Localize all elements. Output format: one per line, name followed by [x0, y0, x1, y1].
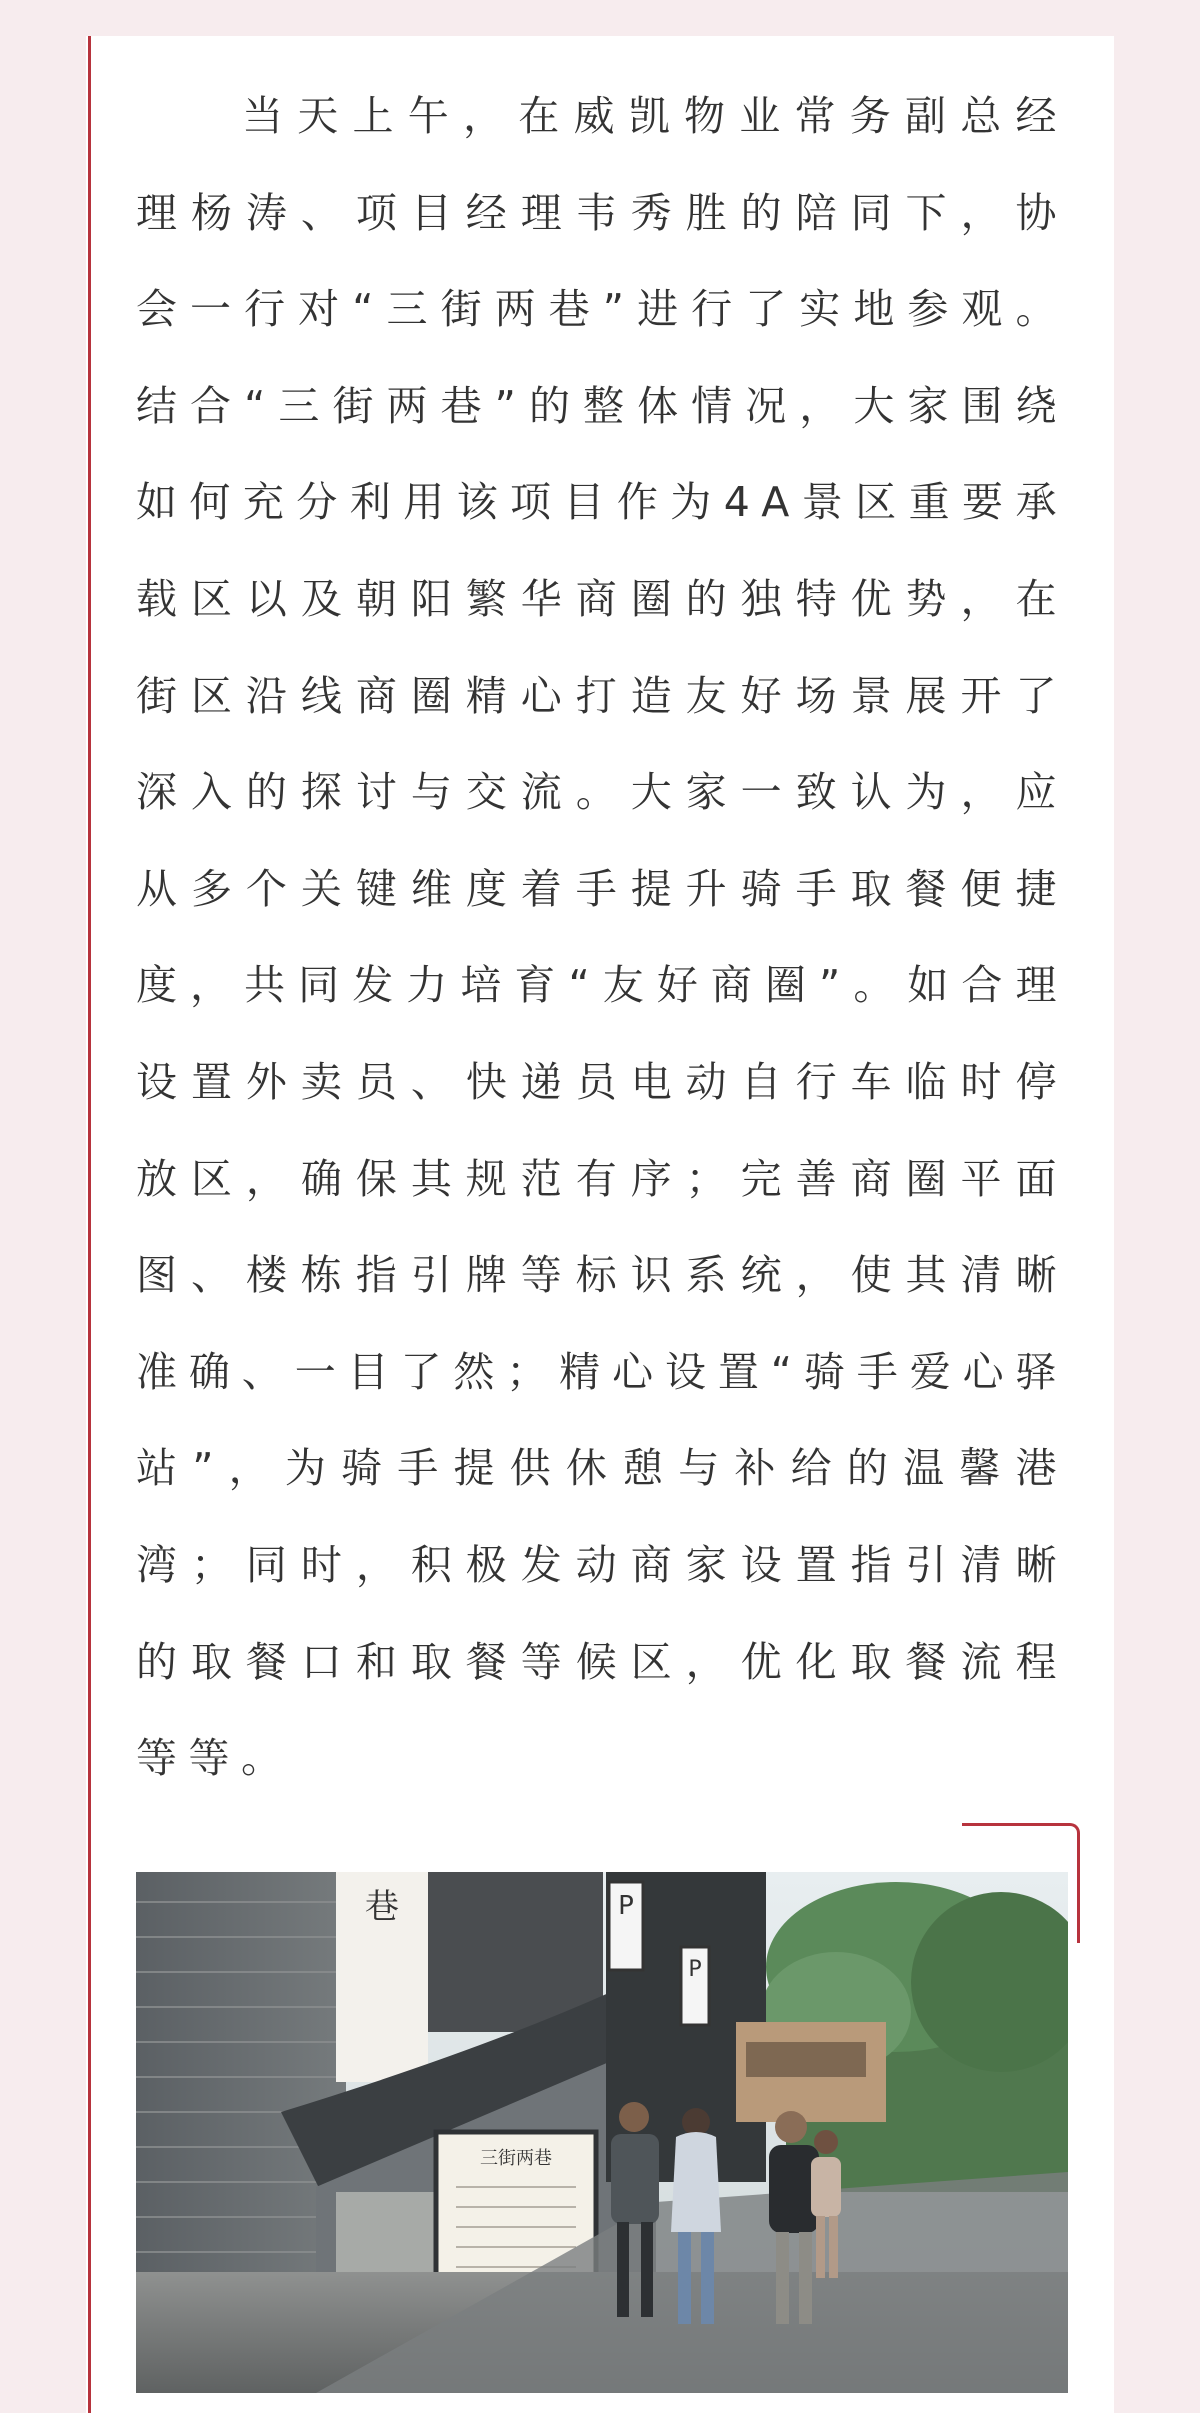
- svg-text:巷: 巷: [365, 1887, 399, 1927]
- parking-sign-top: P: [618, 1891, 634, 1921]
- left-accent-rule: [88, 36, 91, 2413]
- photo-illustration: [136, 1872, 1068, 2393]
- street-visit-photo: [136, 1872, 1068, 2393]
- board-title-text: 三街两巷: [480, 2148, 552, 2169]
- article-paragraph: 当天上午，在威凯物业常务副总经理杨涛、项目经理韦秀胜的陪同下，协会一行对“三街两巷”进行了实地参观。结合“三街两巷”的整体情况，大家围绕如何充分利用该项目作为4A景区重要承载区以及朝阳繁华商圈的独特优势，在街区沿线商圈精心打造友好场景展开了深入的探讨与交流。大家一致认为，应从多个关键维度着手提升骑手取餐便捷度，共同发力培育“友好商圈”。如合理设置外卖员、快递员电动自行车临时停放区，确保其规范有序；完善商圈平面图、楼栋指引牌等标识系统，使其清晰准确、一目了然；精心设置“骑手爱心驿站”，为骑手提供休憩与补给的温馨港湾；同时，积极发动商家设置指引清晰的取餐口和取餐等候区，优化取餐流程等等。: [136, 92, 1068, 1783]
- parking-sign-bottom: P: [688, 1957, 702, 1982]
